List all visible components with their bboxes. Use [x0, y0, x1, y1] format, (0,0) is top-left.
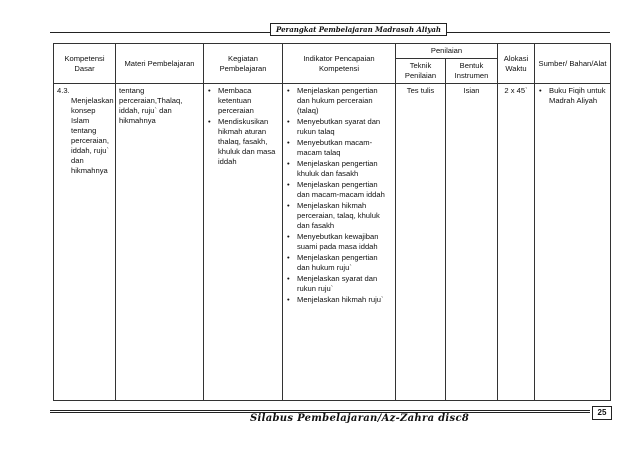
list-item: • Mendiskusikan hikmah aturan thalaq, fasakh, khuluk dan masa iddah — [207, 117, 279, 167]
materi-text: tentang perceraian,Thalaq, iddah, ruju` dan hikmahnya — [119, 86, 183, 125]
list-item: • Menyebutkan kewajiban suami pada masa iddah — [286, 232, 392, 252]
header-teknik: Teknik Penilaian — [396, 59, 446, 84]
kegiatan-list — [207, 86, 279, 167]
list-item: • Menyebutkan syarat dan rukun talaq — [286, 117, 392, 137]
list-item: • Membaca ketentuan perceraian — [207, 86, 279, 116]
header-bentuk: Bentuk Instrumen — [446, 59, 498, 84]
cell-bentuk: Isian — [446, 84, 498, 401]
cell-materi — [116, 84, 204, 401]
cell-sumber — [535, 84, 611, 401]
list-item: • Menjelaskan pengertian khuluk dan fasakh — [286, 159, 392, 179]
kompetensi-dasar-text: 4.3. Menjelaskan konsep Islam tentang perceraian, iddah, ruju` dan hikmahnya — [57, 86, 114, 175]
sumber-list — [538, 86, 607, 106]
list-item: • Menjelaskan hikmah ruju` — [286, 295, 392, 305]
page-number: 25 — [592, 406, 612, 420]
header-alokasi: Alokasi Waktu — [498, 44, 535, 84]
header-title: Perangkat Pembelajaran Madrasah Aliyah — [270, 23, 447, 36]
list-item: • Menjelaskan syarat dan rukun ruju` — [286, 274, 392, 294]
table-row — [54, 84, 611, 401]
indikator-list — [286, 86, 392, 305]
cell-alokasi: 2 x 45` — [498, 84, 535, 401]
header-sumber: Sumber/ Bahan/Alat — [535, 44, 611, 84]
list-item: • Menjelaskan hikmah perceraian, talaq, khuluk dan fasakh — [286, 201, 392, 231]
list-item: • Menyebutkan macam-macam talaq — [286, 138, 392, 158]
footer-rule — [50, 410, 590, 411]
header-materi: Materi Pembelajaran — [116, 44, 204, 84]
header-indikator: Indikator Pencapaian Kompetensi — [283, 44, 396, 84]
header-kompetensi-dasar: Kompetensi Dasar — [54, 44, 116, 84]
syllabus-table — [53, 43, 611, 401]
list-item: • Menjelaskan pengertian dan macam-macam iddah — [286, 180, 392, 200]
list-item: • Menjelaskan pengertian dan hukum perceraian (talaq) — [286, 86, 392, 116]
header-kegiatan: Kegiatan Pembelajaran — [204, 44, 283, 84]
list-item: • Buku Fiqih untuk Madrah Aliyah — [538, 86, 607, 106]
cell-indikator — [283, 84, 396, 401]
cell-teknik: Tes tulis — [396, 84, 446, 401]
cell-kompetensi-dasar — [54, 84, 116, 401]
footer-text: Silabus Pembelajaran/Az-Zahra disc8 — [250, 413, 470, 424]
list-item: • Menjelaskan pengertian dan hukum ruju` — [286, 253, 392, 273]
header-penilaian: Penilaian — [396, 44, 498, 59]
cell-kegiatan — [204, 84, 283, 401]
